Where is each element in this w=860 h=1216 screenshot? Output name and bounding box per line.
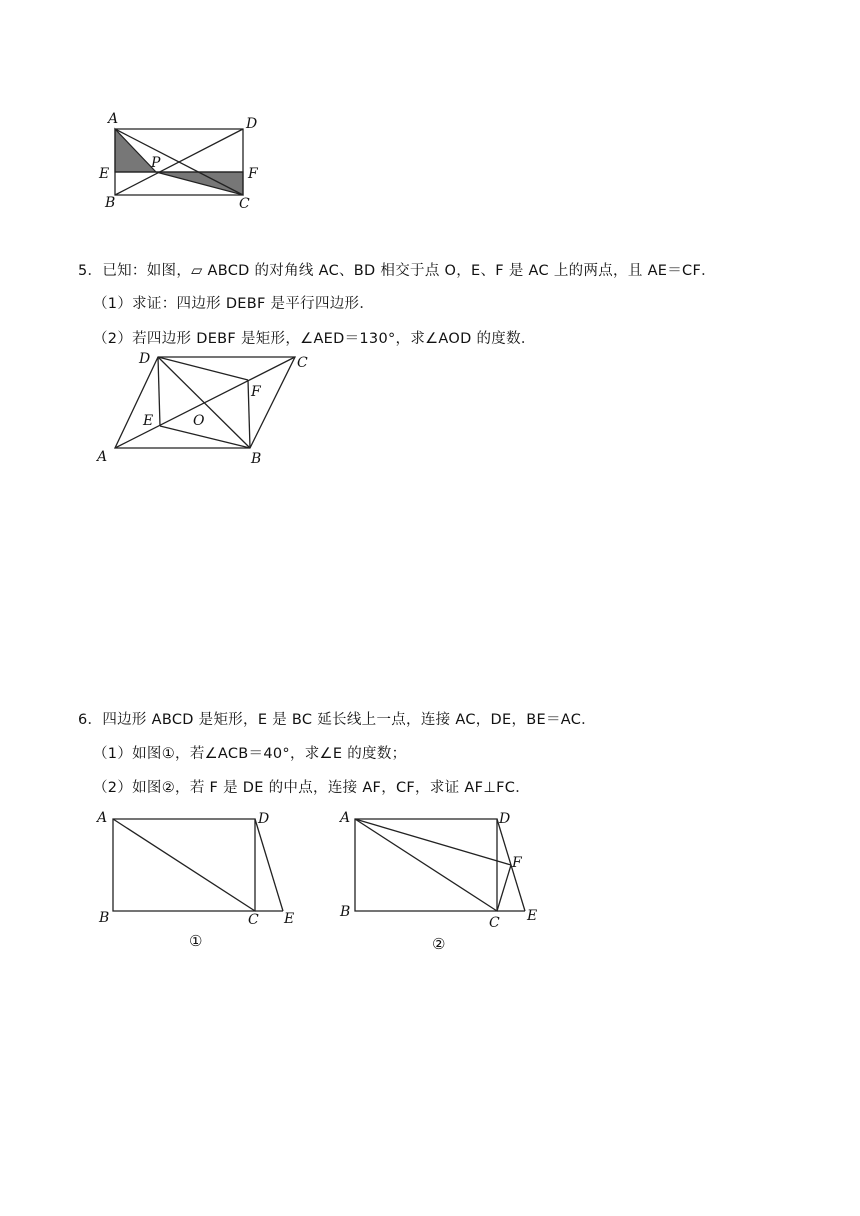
label-o: O bbox=[193, 413, 205, 429]
label-b: B bbox=[99, 910, 110, 926]
label-a: A bbox=[340, 810, 351, 826]
figure-2-caption: ② bbox=[432, 935, 446, 953]
label-d: D bbox=[246, 116, 258, 132]
q6-part1: （1）如图①，若∠ACB＝40°，求∠E 的度数； bbox=[93, 746, 407, 762]
segment-ac bbox=[115, 357, 295, 448]
label-e: E bbox=[284, 911, 295, 927]
q5-part2: （2）若四边形 DEBF 是矩形，∠AED＝130°，求∠AOD 的度数． bbox=[93, 331, 536, 347]
segment-fd bbox=[158, 357, 248, 380]
label-d: D bbox=[258, 811, 270, 827]
q6-number: 6． bbox=[78, 712, 103, 728]
label-a: A bbox=[97, 810, 108, 826]
segment-ac bbox=[355, 819, 497, 911]
q6-part2: （2）如图②，若 F 是 DE 的中点，连接 AF，CF，求证 AF⊥FC． bbox=[93, 780, 531, 796]
label-f: F bbox=[248, 166, 258, 182]
label-b: B bbox=[340, 904, 351, 920]
label-c: C bbox=[248, 912, 259, 928]
label-e: E bbox=[527, 908, 538, 924]
segment-cf bbox=[497, 865, 511, 911]
segment-af bbox=[355, 819, 511, 865]
top-figure bbox=[90, 105, 280, 220]
segment-de bbox=[158, 357, 160, 426]
segment-bd bbox=[158, 357, 250, 448]
label-f: F bbox=[512, 855, 522, 871]
label-b: B bbox=[105, 195, 116, 211]
shaded-triangle-aep bbox=[115, 129, 156, 172]
q5-figure bbox=[90, 345, 320, 470]
label-e: E bbox=[143, 413, 154, 429]
q5-part1: （1）求证：四边形 DEBF 是平行四边形． bbox=[93, 296, 375, 312]
q6-stem-text: 四边形 ABCD 是矩形，E 是 BC 延长线上一点，连接 AC，DE，BE＝AC． bbox=[102, 712, 596, 728]
q6-figure-1 bbox=[90, 805, 310, 955]
label-e: E bbox=[99, 166, 110, 182]
label-p: P bbox=[151, 155, 161, 171]
q6-figure-2 bbox=[335, 805, 550, 955]
shaded-triangle-pfc bbox=[156, 172, 243, 195]
segment-bf bbox=[248, 380, 250, 448]
label-c: C bbox=[489, 915, 500, 931]
q6-stem bbox=[78, 708, 596, 729]
q5-stem-text: 已知：如图，▱ ABCD 的对角线 AC、BD 相交于点 O，E、F 是 AC 上的两点，且 AE＝CF． bbox=[102, 263, 716, 279]
q5-number: 5． bbox=[78, 263, 103, 279]
segment-ac bbox=[113, 819, 255, 911]
label-d: D bbox=[499, 811, 511, 827]
segment-de bbox=[255, 819, 283, 911]
q5-stem bbox=[78, 259, 716, 280]
segment-eb bbox=[160, 426, 250, 448]
label-c: C bbox=[239, 196, 250, 212]
label-c: C bbox=[297, 355, 308, 371]
label-b: B bbox=[251, 451, 262, 467]
label-a: A bbox=[108, 111, 119, 127]
label-d: D bbox=[139, 351, 151, 367]
figure-1-caption: ① bbox=[189, 932, 203, 950]
label-f: F bbox=[251, 384, 261, 400]
label-a: A bbox=[97, 449, 108, 465]
